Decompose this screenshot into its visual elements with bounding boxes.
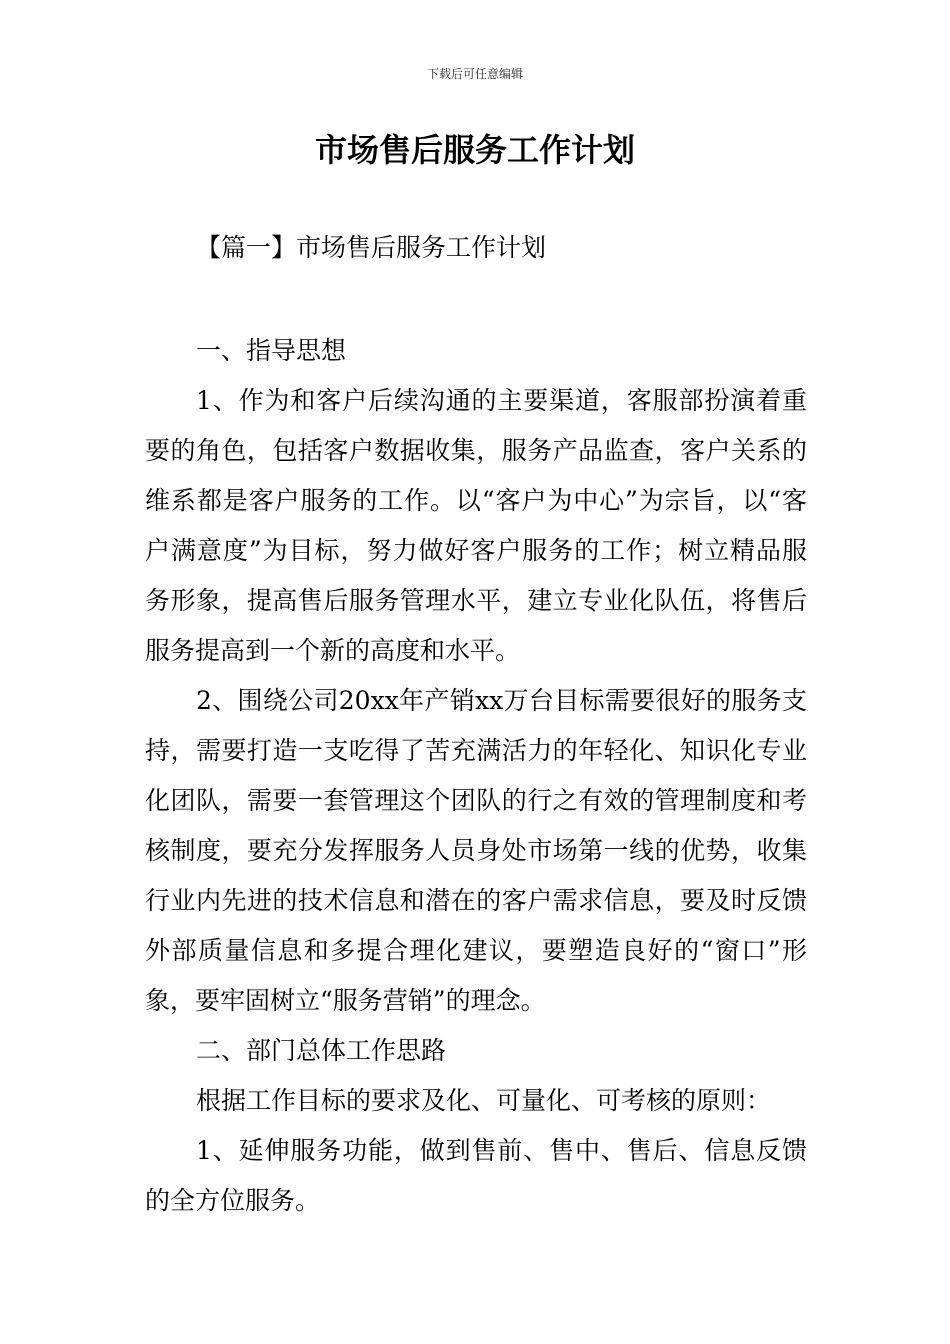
paragraph-principles: 根据工作目标的要求及化、可量化、可考核的原则： xyxy=(196,1086,772,1115)
paragraph-service-extension: 1、延伸服务功能，做到售前、售中、售后、信息反馈的全方位服务。 xyxy=(145,1136,807,1215)
paragraph-1: 1、作为和客户后续沟通的主要渠道，客服部扮演着重要的角色，包括客户数据收集，服务产品监查，客户关系的维系都是客户服务的工作。以“客户为中心”为宗旨，以“客户满意度”为目标，努力做好客户服务的工作；树立精品服务形象，提高售后服务管理水平，建立专业化队伍，将售后服务提高到一个新的高度和水平。 xyxy=(145,386,807,665)
section-heading: 【篇一】市场售后服务工作计划 xyxy=(196,233,547,262)
heading-guiding-ideology: 一、指导思想 xyxy=(196,336,347,365)
paragraph-2: 2、围绕公司20xx年产销xx万台目标需要很好的服务支持，需要打造一支吃得了苦充满活力的年轻化、知识化专业化团队，需要一套管理这个团队的行之有效的管理制度和考核制度，要充分发挥服务人员身处市场第一线的优势，收集行业内先进的技术信息和潜在的客户需求信息，要及时反馈外部质量信息和多提合理化建议，要塑造良好的“窗口”形象，要牢固树立“服务营销”的理念。 xyxy=(145,686,807,1015)
header-note: 下载后可任意编辑 xyxy=(426,67,523,81)
document-title: 市场售后服务工作计划 xyxy=(314,131,635,169)
document-body xyxy=(145,326,807,1226)
heading-work-approach: 二、部门总体工作思路 xyxy=(196,1036,447,1065)
